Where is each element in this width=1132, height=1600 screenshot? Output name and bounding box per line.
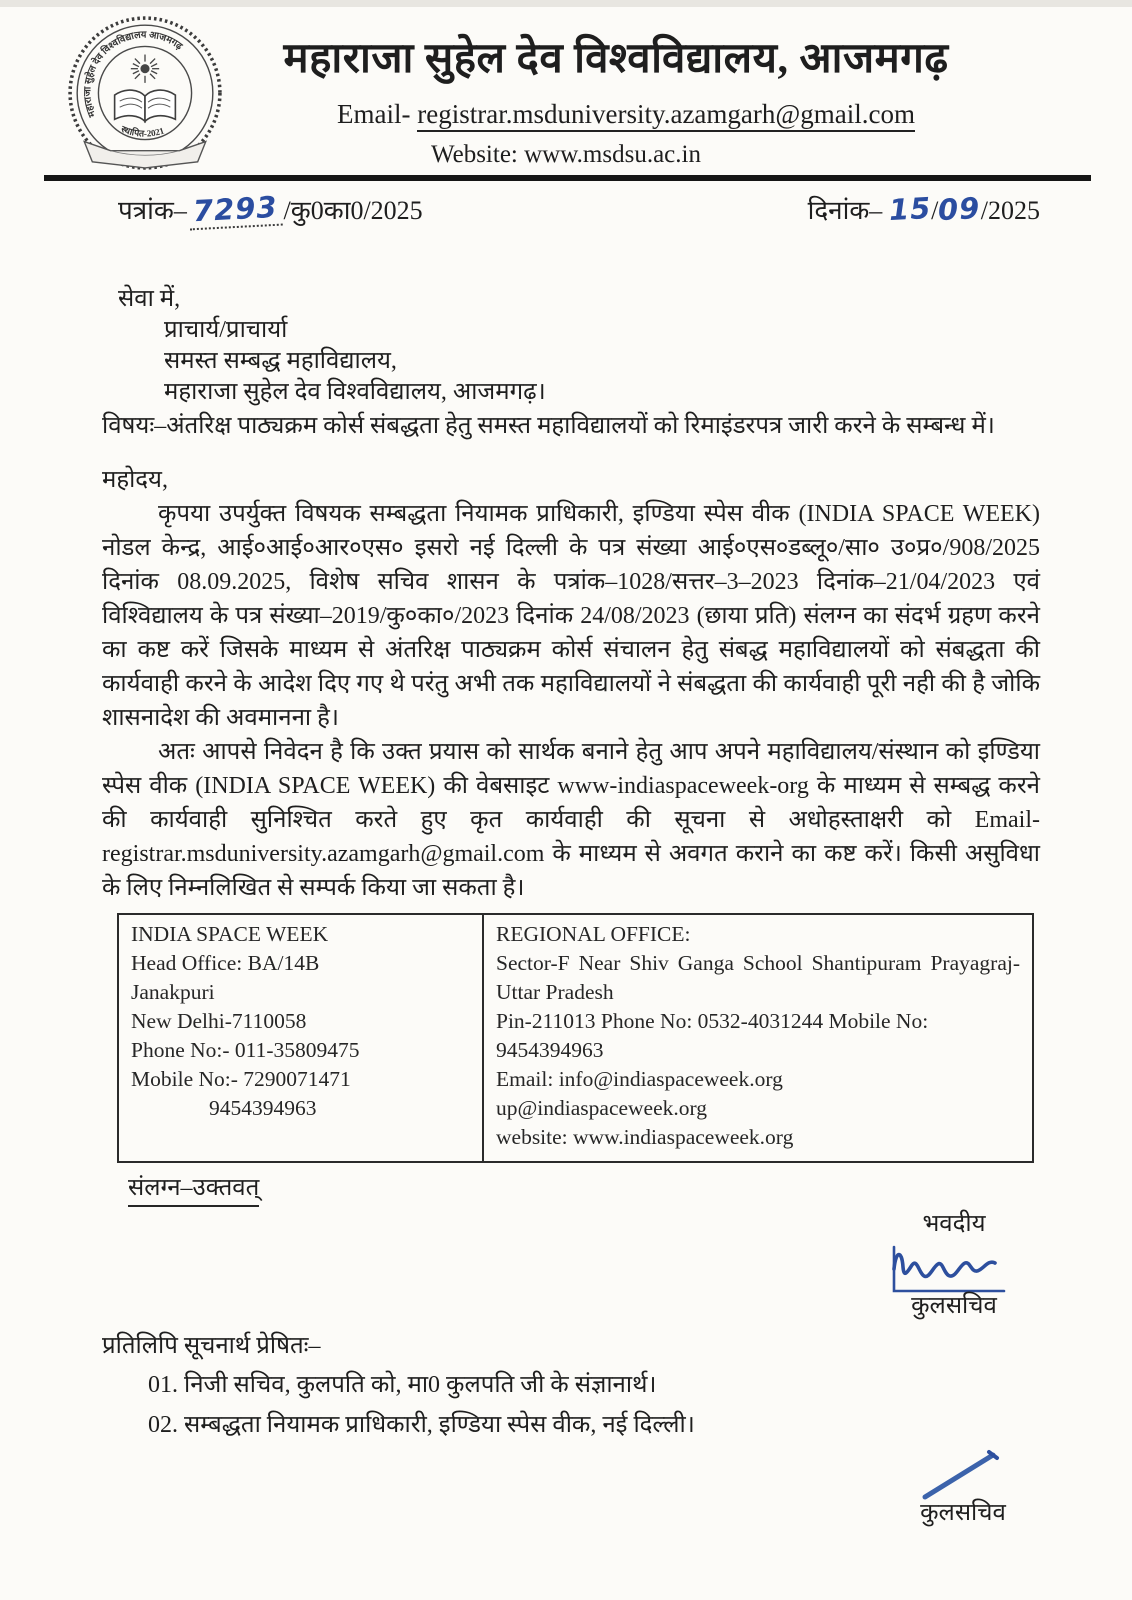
head-office-line: Phone No:- 011-35809475 — [131, 1038, 360, 1062]
valediction-block — [874, 1209, 1034, 1321]
email-address: registrar.msduniversity.azamgarh@gmail.com — [417, 99, 915, 132]
recipient-line: प्राचार्य/प्राचार्या — [164, 317, 288, 343]
university-name: महाराजा सुहेल देव विश्वविद्यालय, आजमगढ़ — [283, 36, 949, 82]
head-office-line: Head Office: BA/14B — [131, 951, 320, 975]
regional-office-line: Pin-211013 Phone No: 0532-4031244 Mobile No: 9454394963 — [496, 1009, 929, 1062]
subject-line: विषयः–अंतरिक्ष पाठ्यक्रम कोर्स संबद्धता हेतु समस्त महाविद्यालयों को रिमाइंडरपत्र जारी करने के सम्बन्ध में। — [102, 413, 995, 439]
body-paragraph-1: कृपया उपर्युक्त विषयक सम्बद्धता नियामक प्राधिकारी, इण्डिया स्पेस वीक (INDIA SPACE WEEK) नोडल केन्द्र, आई०आई०आर०एस० इसरो नई दिल्ली के पत्र संख्या आई०एस०डब्लू०/सा० उ०प्र०/908/2025 दिनांक 08.09.2025, विशेष सचिव शासन के पत्रांक–1028/सत्तर–3–2023 दिनांक–21/04/2023 एवं विश्विद्यालय के पत्र संख्या–2019/कु०का०/2023 दिनांक 24/08/2023 (छाया प्रति) संलग्न का संदर्भ ग्रहण करने का कष्ट करें जिसके माध्यम से अंतरिक्ष पाठ्यक्रम कोर्स संचालन हेतु संबद्ध महाविद्यालयों को संबद्धता की कार्यवाही करने के आदेश दिए गए थे परंतु अभी तक महाविद्यालयों ने संबद्धता की कार्यवाही पूरी नही की है जोकि शासनादेश की अवमानना है। — [102, 501, 1040, 731]
table-row — [118, 914, 1033, 1162]
valediction-text: भवदीय — [922, 1211, 986, 1237]
seal-ring-text: महाराजा सुहेल देव विश्वविद्यालय आजमगढ़ — [82, 29, 185, 119]
reference-row — [118, 191, 1040, 228]
registrar-initial-signature — [917, 1445, 1009, 1503]
head-office-title: INDIA SPACE WEEK — [131, 922, 329, 946]
recipient-block — [102, 315, 1040, 408]
header-email-line — [120, 99, 1132, 130]
regional-office-line: up@indiaspaceweek.org — [496, 1096, 708, 1120]
website-url: www.msdsu.ac.in — [524, 141, 701, 168]
handwritten-month: 09 — [937, 190, 982, 228]
email-label: Email- — [337, 99, 418, 129]
website-label: Website: — [431, 141, 525, 168]
greeting: महोदय, — [102, 467, 168, 493]
scan-edge — [0, 0, 1132, 7]
date-year: 2025 — [988, 196, 1040, 225]
recipient-line: समस्त सम्बद्ध महाविद्यालय, — [164, 348, 397, 374]
cc-heading: प्रतिलिपि सूचनार्थ प्रेषितः– — [102, 1333, 321, 1359]
letter-date — [808, 191, 1040, 228]
cc-list — [102, 1365, 1040, 1445]
second-signature-block — [888, 1445, 1038, 1527]
regional-office-line: Email: info@indiaspaceweek.org — [496, 1067, 783, 1091]
header-website-line — [60, 141, 1072, 169]
registrar-signature — [884, 1239, 1024, 1297]
date-separator-2: / — [980, 196, 988, 225]
salutation: सेवा में, — [118, 286, 181, 312]
head-office-line: New Delhi-7110058 — [131, 1009, 307, 1033]
head-office-line: Mobile No:- 7290071471 — [131, 1067, 351, 1091]
regional-office-line: Sector-F Near Shiv Ganga School Shantipuram Prayagraj- Uttar Pradesh — [496, 951, 1020, 1004]
letter-content — [102, 284, 1040, 1527]
letter-number — [118, 191, 423, 228]
date-label: दिनांक– — [807, 196, 889, 225]
handwritten-day: 15 — [887, 190, 933, 228]
head-office-line: 9454394963 — [209, 1096, 317, 1120]
cc-item: 02. सम्बद्धता नियामक प्राधिकारी, इण्डिया स्पेस वीक, नई दिल्ली। — [148, 1412, 695, 1438]
signatory-title: कुलसचिव — [911, 1293, 997, 1319]
regional-office-cell — [483, 914, 1033, 1162]
seal-sun-icon — [131, 55, 159, 83]
signatory-title: कुलसचिव — [920, 1500, 1006, 1526]
header-divider — [44, 175, 1091, 181]
letter-number-rest: /कु0का0/2025 — [283, 196, 423, 225]
enclosure-note: संलग्न–उक्तवत् — [128, 1173, 259, 1207]
regional-office-title: REGIONAL OFFICE: — [496, 922, 691, 946]
contact-table — [117, 913, 1034, 1163]
handwritten-letter-number: 7293 — [188, 193, 282, 231]
date-separator-1: / — [931, 196, 939, 225]
letter-number-label: पत्रांक– — [118, 196, 187, 225]
body-paragraph-2: अतः आपसे निवेदन है कि उक्त प्रयास को सार्थक बनाने हेतु आप अपने महाविद्यालय/संस्थान को इण्डिया स्पेस वीक (INDIA SPACE WEEK) की वेबसाइट www-indiaspaceweek-org के माध्यम से सम्बद्ध करने की कार्यवाही सुनिश्चित करते हुए कृत कार्यवाही की सूचना से अधोहस्ताक्षरी को Email-registrar.msduniversity.azamgarh@gmail.com के माध्यम से अवगत कराने का कष्ट करें। किसी असुविधा के लिए निम्नलिखित से सम्पर्क किया जा सकता है। — [102, 739, 1040, 901]
seal-established-text: स्थापित-2021 — [119, 123, 166, 139]
regional-office-line: website: www.indiaspaceweek.org — [496, 1125, 794, 1149]
head-office-line: Janakpuri — [131, 980, 215, 1004]
recipient-line: महाराजा सुहेल देव विश्वविद्यालय, आजमगढ़। — [164, 379, 546, 405]
head-office-cell — [118, 914, 483, 1162]
cc-item: 01. निजी सचिव, कुलपति को, मा0 कुलपति जी के संज्ञानार्थ। — [148, 1372, 657, 1398]
